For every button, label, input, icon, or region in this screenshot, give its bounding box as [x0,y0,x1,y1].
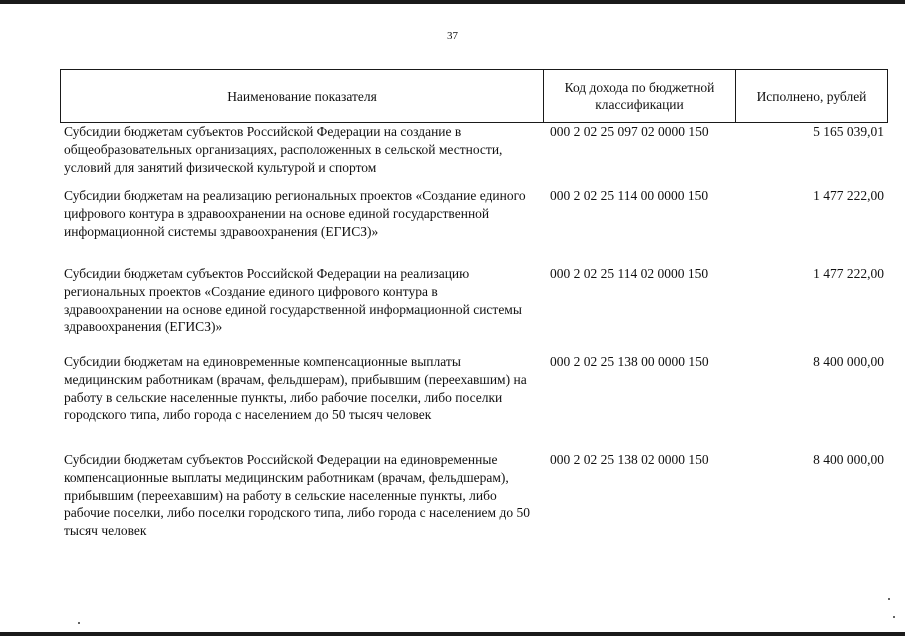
row-name: Субсидии бюджетам субъектов Российской Федерации на создание в общеобразовательных организациях, расположенных в сельской местности, условий для занятий физической культурой и спортом [64,124,503,175]
row-name: Субсидии бюджетам на единовременные компенсационные выплаты медицинским работникам (врачам, фельдшерам), прибывшим (переехавшим) на работу в сельские населенные пункты, либо рабочие поселки, либо поселки городского типа, либо города с населением до 50 тысяч человек [64,354,527,423]
row-code: 000 2 02 25 114 02 0000 150 [550,266,709,281]
scan-speck [893,616,895,618]
header-code: Код дохода по бюджетной классификации [544,70,736,123]
header-amount: Исполнено, рублей [736,70,888,123]
row-code: 000 2 02 25 097 02 0000 150 [550,124,709,139]
page-number: 37 [447,30,458,42]
row-name: Субсидии бюджетам субъектов Российской Федерации на реализацию региональных проектов «Создание единого цифрового контура в здравоохранении на основе единой государственной информационной системы здравоохранения (ЕГИСЗ)» [64,266,522,335]
bottom-scan-border [0,632,905,636]
row-code: 000 2 02 25 114 00 0000 150 [550,188,709,203]
row-code: 000 2 02 25 138 02 0000 150 [550,452,709,467]
row-name: Субсидии бюджетам на реализацию региональных проектов «Создание единого цифрового контура в здравоохранении на основе единой государственной информационной системы здравоохранения (ЕГИСЗ)» [64,188,526,239]
header-name: Наименование показателя [61,70,544,123]
row-amount: 1 477 222,00 [813,188,884,203]
row-amount: 5 165 039,01 [813,124,884,139]
scan-speck [888,598,890,600]
row-amount: 1 477 222,00 [813,266,884,281]
row-name: Субсидии бюджетам субъектов Российской Федерации на единовременные компенсационные выплаты медицинским работникам (врачам, фельдшерам), прибывшим (переехавшим) на работу в сельские населенные пункты, либо рабочие поселки, либо поселки городского типа, либо города с населением до 50 тысяч человек [64,452,530,539]
scan-speck [78,622,80,624]
row-code: 000 2 02 25 138 00 0000 150 [550,354,709,369]
row-amount: 8 400 000,00 [813,354,884,369]
row-amount: 8 400 000,00 [813,452,884,467]
